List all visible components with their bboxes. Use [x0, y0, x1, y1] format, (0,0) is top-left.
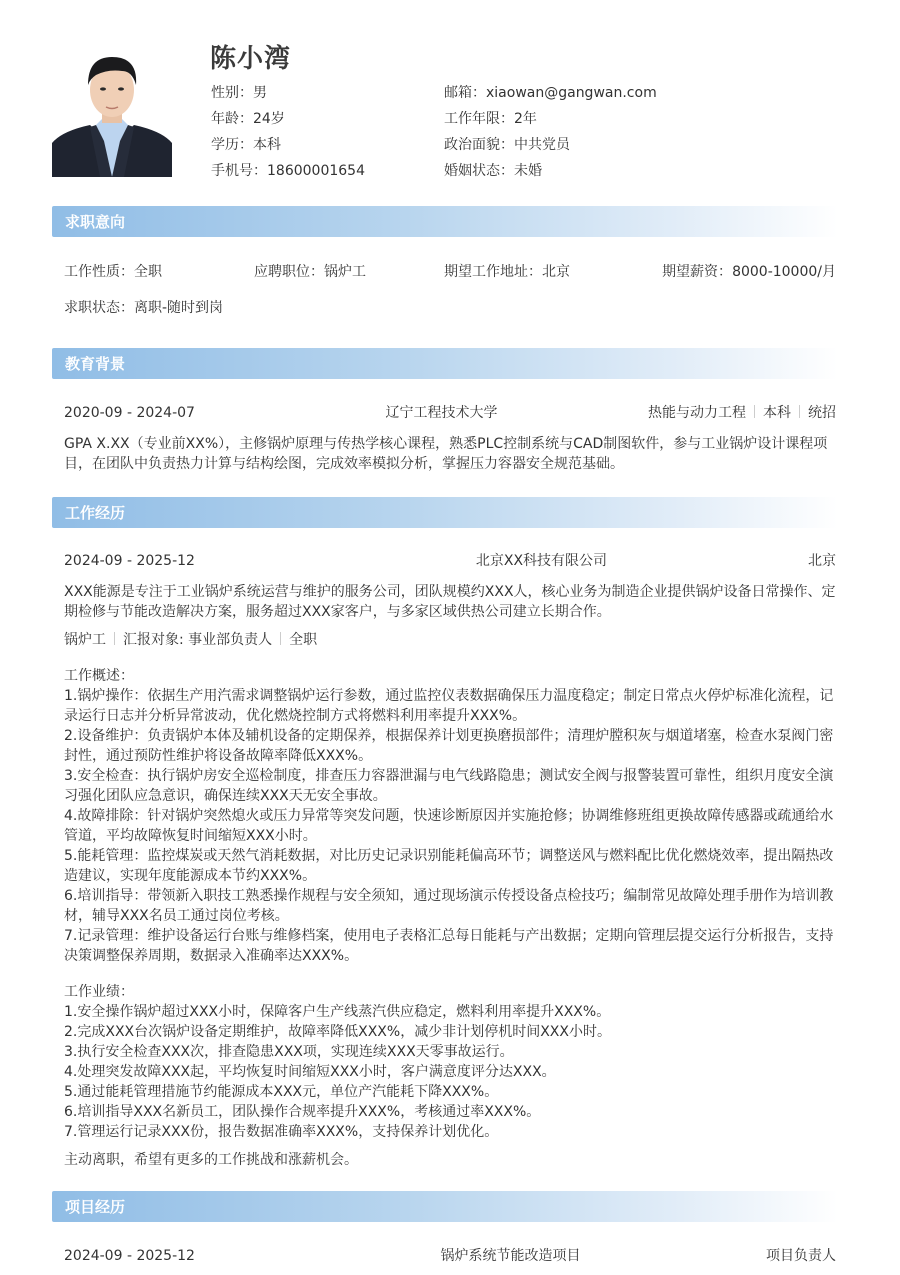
info-value: 2年 [514, 111, 537, 127]
work-achievements [64, 982, 836, 1142]
work-tag-type: 全职 [289, 632, 318, 648]
info-label: 年龄： [211, 111, 253, 127]
intent-location [444, 262, 570, 282]
intent-value: 全职 [134, 264, 162, 280]
education-degree: 本科 [762, 405, 791, 421]
work-achievement-item: 2.完成XXX台次锅炉设备定期维护，故障率降低XXX%，减少非计划停机时间XXX小时。 [64, 1024, 611, 1040]
work-overview-item: 3.安全检查：执行锅炉房安全巡检制度，排查压力容器泄漏与电气线路隐患；测试安全阀与报警装置可靠性，组织月度安全演习强化团队应急意识，确保连续XXX天无安全事故。 [64, 768, 834, 804]
intent-value: 8000-10000/月 [732, 264, 836, 280]
work-company-description: XXX能源是专注于工业锅炉系统运营与维护的服务公司，团队规模约XXX人，核心业务为制造企业提供锅炉设备日常操作、定期检修与节能改造解决方案，服务超过XXX家客户，与多家区域供热公司建立长期合作。 [64, 584, 836, 620]
work-overview-item: 7.记录管理：维护设备运行台账与维修档案，使用电子表格汇总每日能耗与产出数据；定期向管理层提交运行分析报告，支持决策调整保养周期，数据录入准确率达XXX%。 [64, 928, 834, 964]
work-achievement-item: 3.执行安全检查XXX次，排查隐患XXX项，实现连续XXX天零事故运行。 [64, 1044, 514, 1060]
divider [799, 405, 800, 418]
project-period: 2024-09 - 2025-12 [64, 1248, 195, 1264]
intent-position [254, 262, 366, 282]
profile-info-left [211, 82, 365, 186]
work-overview-title: 工作概述： [64, 668, 134, 684]
work-achievements-title: 工作业绩： [64, 984, 134, 1000]
info-marital-status [444, 160, 657, 186]
info-label: 工作年限： [444, 111, 514, 127]
work-achievement-item: 1.安全操作锅炉超过XXX小时，保障客户生产线蒸汽供应稳定，燃料利用率提升XXX%。 [64, 1004, 611, 1020]
info-gender [211, 82, 365, 108]
info-education [211, 134, 365, 160]
info-label: 学历： [211, 137, 253, 153]
intent-label: 工作性质： [64, 264, 134, 280]
section-title: 求职意向 [65, 213, 126, 231]
education-major: 热能与动力工程 [647, 405, 746, 421]
section-header-education [52, 348, 838, 379]
education-header-row [64, 403, 836, 423]
work-overview-item: 2.设备维护：负责锅炉本体及辅机设备的定期保养，根据保养计划更换磨损部件；清理炉膛积灰与烟道堵塞，检查水泵阀门密封性，通过预防性维护将设备故障率降低XXX%。 [64, 728, 834, 764]
intent-value: 北京 [542, 264, 570, 280]
work-achievement-item: 4.处理突发故障XXX起，平均恢复时间缩短XXX小时，客户满意度评分达XXX。 [64, 1064, 556, 1080]
section-title: 项目经历 [65, 1198, 126, 1216]
info-value: 18600001654 [267, 163, 365, 179]
section-title: 教育背景 [65, 355, 126, 373]
work-achievement-item: 5.通过能耗管理措施节约能源成本XXX元，单位产汽能耗下降XXX%。 [64, 1084, 499, 1100]
work-company: 北京XX科技有限公司 [475, 553, 608, 569]
info-value: 中共党员 [514, 137, 570, 153]
info-political-status [444, 134, 657, 160]
section-header-work [52, 497, 838, 528]
intent-status [64, 298, 223, 318]
info-value: 男 [253, 85, 267, 101]
work-overview [64, 666, 836, 966]
info-label: 政治面貌： [444, 137, 514, 153]
work-achievement-item: 6.培训指导XXX名新员工，团队操作合规率提升XXX%，考核通过率XXX%。 [64, 1104, 541, 1120]
section-header-project [52, 1191, 838, 1222]
profile-info-right [444, 82, 657, 186]
education-description: GPA X.XX（专业前XX%），主修锅炉原理与传热学核心课程，熟悉PLC控制系统与CAD制图软件，参与工业锅炉设计课程项目，在团队中负责热力计算与结构绘图，完成效率模拟分析，掌握压力容器安全规范基础。 [64, 436, 828, 472]
divider [754, 405, 755, 418]
work-overview-item: 6.培训指导：带领新入职技工熟悉操作规程与安全须知，通过现场演示传授设备点检技巧；编制常见故障处理手册作为培训教材，辅导XXX名员工通过岗位考核。 [64, 888, 834, 924]
intent-work-type [64, 262, 162, 282]
work-overview-item: 4.故障排除：针对锅炉突然熄火或压力异常等突发问题，快速诊断原因并实施抢修；协调维修班组更换故障传感器或疏通给水管道，平均故障恢复时间缩短XXX小时。 [64, 808, 834, 844]
info-label: 婚姻状态： [444, 163, 514, 179]
divider [280, 632, 281, 645]
work-header-row [64, 551, 836, 571]
project-role: 项目负责人 [765, 1248, 836, 1264]
intent-label: 应聘职位： [254, 264, 324, 280]
info-work-years [444, 108, 657, 134]
candidate-name: 陈小湾 [210, 44, 292, 74]
intent-label: 期望工作地址： [444, 264, 542, 280]
section-title: 工作经历 [65, 504, 126, 522]
info-phone [211, 160, 365, 186]
work-tag-role: 锅炉工 [64, 632, 106, 648]
info-email [444, 82, 657, 108]
avatar-portrait-icon [52, 45, 172, 177]
intent-value: 离职-随时到岗 [134, 300, 224, 316]
work-city: 北京 [807, 553, 836, 569]
project-name: 锅炉系统节能改造项目 [440, 1248, 581, 1264]
education-type: 统招 [807, 405, 836, 421]
info-label: 手机号： [211, 163, 267, 179]
intent-salary [662, 262, 836, 282]
info-label: 邮箱： [444, 85, 486, 101]
work-overview-item: 5.能耗管理：监控煤炭或天然气消耗数据，对比历史记录识别能耗偏高环节；调整送风与燃料配比优化燃烧效率，提出隔热改造建议，实现年度能源成本节约XXX%。 [64, 848, 834, 884]
education-details [648, 403, 836, 423]
section-header-intent [52, 206, 838, 237]
work-tag-report-to: 汇报对象: 事业部负责人 [123, 632, 273, 648]
info-label: 性别： [211, 85, 253, 101]
work-tags [64, 630, 836, 650]
info-value: 24岁 [253, 111, 285, 127]
work-period: 2024-09 - 2025-12 [64, 553, 195, 569]
info-value: 本科 [253, 137, 281, 153]
work-leave-reason: 主动离职，希望有更多的工作挑战和涨薪机会。 [64, 1152, 358, 1168]
education-school: 辽宁工程技术大学 [385, 405, 498, 421]
education-period: 2020-09 - 2024-07 [64, 405, 195, 421]
intent-label: 期望薪资： [662, 264, 733, 280]
work-achievement-item: 7.管理运行记录XXX份，报告数据准确率XXX%，支持保养计划优化。 [64, 1124, 499, 1140]
intent-value: 锅炉工 [324, 264, 366, 280]
info-age [211, 108, 365, 134]
work-overview-item: 1.锅炉操作：依据生产用汽需求调整锅炉运行参数，通过监控仪表数据确保压力温度稳定；制定日常点火停炉标准化流程，记录运行日志并分析异常波动，优化燃烧控制方式将燃料利用率提升XXX%。 [64, 688, 834, 724]
info-value: xiaowan@gangwan.com [486, 85, 657, 101]
divider [114, 632, 115, 645]
intent-label: 求职状态： [64, 300, 134, 316]
profile-photo [52, 45, 172, 177]
project-header-row [64, 1246, 836, 1266]
info-value: 未婚 [514, 163, 542, 179]
